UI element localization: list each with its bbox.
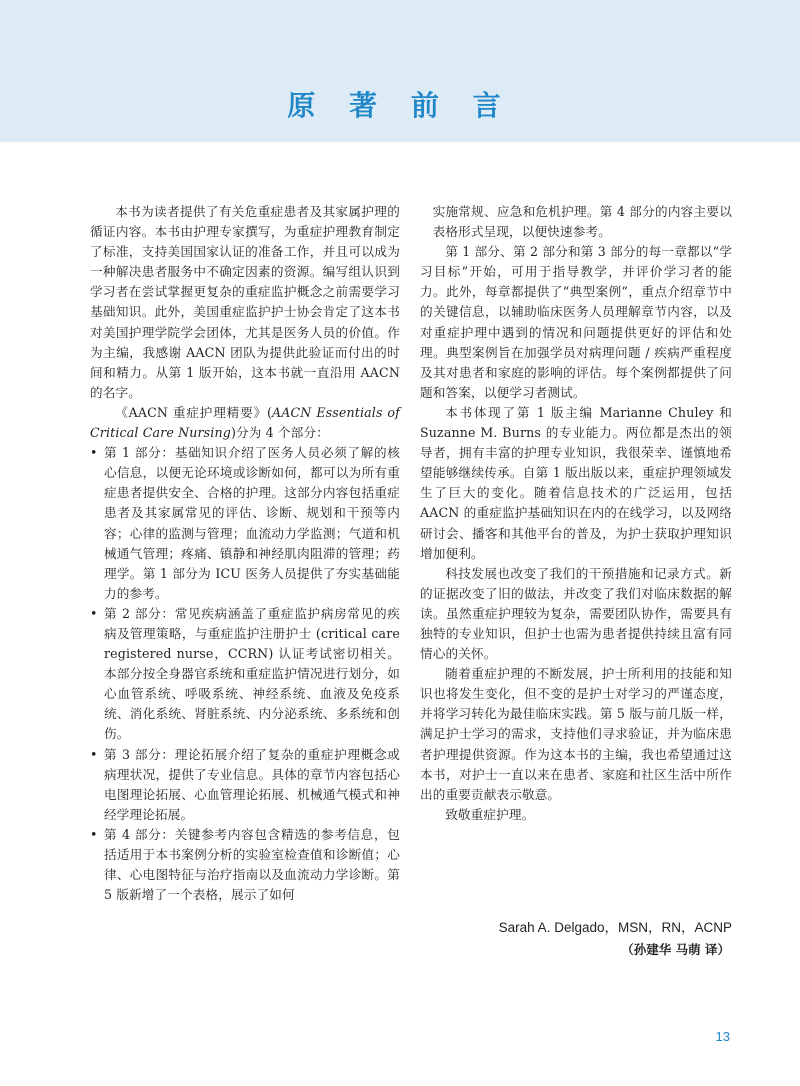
list-item [90,745,400,825]
bullet-icon: • [90,826,98,842]
part-2-text: 第 2 部分：常见疾病涵盖了重症监护病房常见的疾病及管理策略，与重症监护注册护士 (critical care registered nurse，CCRN) 认证考试密切相关。本部分按全身器官系统和重症监护情况进行划分，如心血管系统、呼吸系统、神经系统、血液及免疫系统、消化系统、肾脏系统、内分泌系统、多系统和创伤。 [104,605,400,742]
book-structure-paragraph [90,403,400,443]
bullet-continuation: 实施常规、应急和危机护理。第 4 部分的内容主要以表格形式呈现，以便快速参考。 [432,204,732,240]
part-1-text: 第 1 部分：基础知识介绍了医务人员必须了解的核心信息，以便无论环境或诊断如何，都可以为所有重症患者提供安全、合格的护理。这部分内容包括重症患者及其家属常见的评估、诊断、规划和干预等内容；心律的监测与管理；血流动力学监测；气道和机械通气管理；疼痛、镇静和神经肌肉阻滞的管理；药理学。第 1 部分为 ICU 医务人员提供了夯实基础能力的参考。 [104,445,400,601]
left-column [90,202,400,905]
bullet-icon: • [90,445,98,461]
page-title: 原 著 前 言 [287,89,513,122]
list-item [90,825,400,905]
book-structure-tail: )分为 4 个部分： [230,425,329,441]
bullet-icon: • [90,746,98,762]
author-signature: Sarah A. Delgado，MSN，RN，ACNP [498,920,732,935]
bullet-icon: • [90,605,98,621]
list-item [90,443,400,604]
list-item [90,604,400,745]
right-column [420,202,732,825]
editors-paragraph: 本书体现了第 1 版主编 Marianne Chuley 和 Suzanne M. Burns 的专业能力。两位都是杰出的领导者，拥有丰富的护理专业知识，我很荣幸、谨慎地希望能够继续传承。自第 1 版出版以来，重症护理领域发生了巨大的变化。随着信息技术的广泛运用，包括 AACN 的重症监护基础知识在内的在线学习，以及网络研讨会、播客和其他平台的普及，为护士获取护理知识增加便利。 [420,404,732,561]
translator-credit: （孙建华 马萌 译） [621,942,730,957]
book-title-en: AACN Essentials of Critical Care Nursing [90,404,400,441]
chapter-structure-paragraph: 第 1 部分、第 2 部分和第 3 部分的每一章都以“学习目标”开始，可用于指导教学，并评价学习者的能力。此外，每章都提供了“典型案例”，重点介绍章节中的关键信息，以辅助临床医务人员理解章节内容，以及对重症护理中遇到的情况和问题提供更好的评估和处理。典型案例旨在加强学员对病理问题 / 疾病严重程度及其对患者和家庭的影响的评估。每个案例都提供了问题和答案，以便学习者测试。 [420,244,732,400]
tribute-paragraph: 致敬重症护理。 [445,806,535,822]
part-3-text: 第 3 部分：理论拓展介绍了复杂的重症护理概念或病理状况，提供了专业信息。具体的章节内容包括心电图理论拓展、心血管理论拓展、机械通气模式和神经学理论拓展。 [104,746,400,822]
evolution-paragraph: 随着重症护理的不断发展，护士所利用的技能和知识也将发生变化，但不变的是护士对学习的严谨态度，并将学习转化为最佳临床实践。第 5 版与前几版一样，满足护士学习的需求，支持他们寻求验证，并为临床患者护理提供资源。作为这本书的主编，我也希望通过这本书，对护士一直以来在患者、家庭和社区生活中所作出的重要贡献表示敬意。 [420,666,732,802]
technology-paragraph: 科技发展也改变了我们的干预措施和记录方式。新的证据改变了旧的做法，并改变了我们对临床数据的解读。虽然重症护理较为复杂，需要团队协作，需要具有独特的专业知识，但护士也需为患者提供持续且富有同情心的关怀。 [420,565,732,662]
book-title-cn: 《AACN 重症护理精要》( [115,404,273,420]
part-4-text: 第 4 部分：关键参考内容包含精选的参考信息，包括适用于本书案例分析的实验室检查值和诊断值；心律、心电图特征与治疗指南以及血流动力学诊断。第 5 版新增了一个表格，展示了如何 [104,826,400,903]
page-number: 13 [715,1029,730,1044]
intro-paragraph: 本书为读者提供了有关危重症患者及其家属护理的循证内容。本书由护理专家撰写，为重症护理教育制定了标准，支持美国国家认证的准备工作，并且可以成为一种解决患者服务中不确定因素的资源。编写组认识到学习者在尝试掌握更复杂的重症监护概念之前需要学习基础知识。此外，美国重症监护护士协会肯定了这本书对美国护理学院学会团体，尤其是医务人员的价值。作为主编，我感谢 AACN 团队为提供此验证而付出的时间和精力。从第 1 版开始，这本书就一直沿用 AACN 的名字。 [90,204,400,400]
